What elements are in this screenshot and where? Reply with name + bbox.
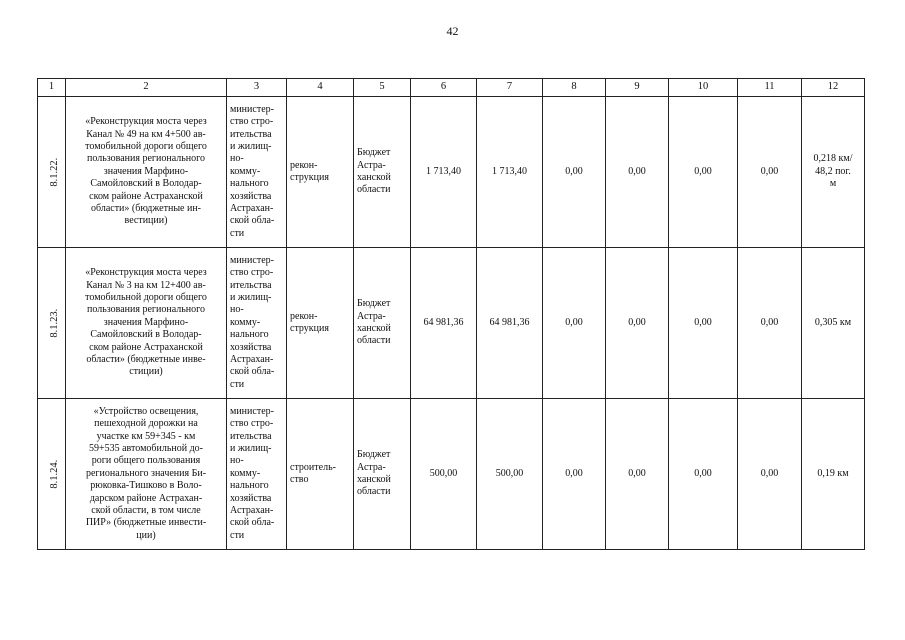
header-cell: 9 bbox=[606, 79, 669, 97]
executor: министер- ство стро- ительства и жилищ- но- комму- нального хозяйства Астрахан- ской обла- сти bbox=[227, 97, 287, 248]
header-cell: 6 bbox=[411, 79, 477, 97]
row-number-cell bbox=[38, 97, 66, 248]
value-col-8: 0,00 bbox=[543, 248, 606, 399]
object-name: «Реконструкция моста через Канал № 3 на км 12+400 ав- томобильной дороги общего пользования регионального значения Марфино- Самойловский в Володар- ском районе Астраханской области» (бюджетные инве- стиции) bbox=[66, 248, 227, 399]
capacity: 0,305 км bbox=[802, 248, 865, 399]
work-kind: строитель- ство bbox=[287, 399, 354, 550]
page-number: 42 bbox=[446, 24, 459, 38]
row-number-cell bbox=[38, 248, 66, 399]
value-col-9: 0,00 bbox=[606, 399, 669, 550]
value-col-10: 0,00 bbox=[669, 97, 738, 248]
header-cell: 1 bbox=[38, 79, 66, 97]
value-col-7: 500,00 bbox=[477, 399, 543, 550]
value-col-6: 64 981,36 bbox=[411, 248, 477, 399]
executor: министер- ство стро- ительства и жилищ- но- комму- нального хозяйства Астрахан- ской обла- сти bbox=[227, 399, 287, 550]
value-col-11: 0,00 bbox=[738, 399, 802, 550]
row-number: 8.1.22. bbox=[49, 157, 61, 187]
row-number: 8.1.23. bbox=[49, 308, 61, 338]
value-col-8: 0,00 bbox=[543, 97, 606, 248]
header-cell: 8 bbox=[543, 79, 606, 97]
value-col-6: 1 713,40 bbox=[411, 97, 477, 248]
header-cell: 7 bbox=[477, 79, 543, 97]
header-cell: 10 bbox=[669, 79, 738, 97]
row-number: 8.1.24. bbox=[49, 459, 61, 489]
program-table bbox=[37, 78, 865, 550]
executor: министер- ство стро- ительства и жилищ- но- комму- нального хозяйства Астрахан- ской обла- сти bbox=[227, 248, 287, 399]
table-row bbox=[38, 97, 865, 248]
work-kind: рекон- струкция bbox=[287, 248, 354, 399]
funding-source: Бюджет Астра- ханской области bbox=[354, 248, 411, 399]
table-row bbox=[38, 399, 865, 550]
funding-source: Бюджет Астра- ханской области bbox=[354, 97, 411, 248]
header-cell: 12 bbox=[802, 79, 865, 97]
row-number-cell bbox=[38, 399, 66, 550]
value-col-9: 0,00 bbox=[606, 248, 669, 399]
value-col-10: 0,00 bbox=[669, 399, 738, 550]
header-cell: 5 bbox=[354, 79, 411, 97]
header-cell: 4 bbox=[287, 79, 354, 97]
value-col-7: 1 713,40 bbox=[477, 97, 543, 248]
capacity: 0,218 км/ 48,2 пог. м bbox=[802, 97, 865, 248]
work-kind: рекон- струкция bbox=[287, 97, 354, 248]
value-col-6: 500,00 bbox=[411, 399, 477, 550]
header-row bbox=[38, 79, 865, 97]
value-col-11: 0,00 bbox=[738, 97, 802, 248]
header-cell: 3 bbox=[227, 79, 287, 97]
object-name: «Реконструкция моста через Канал № 49 на км 4+500 ав- томобильной дороги общего пользования регионального значения Марфино- Самойловский в Володар- ском районе Астраханской области» (бюджетные ин- вестиции) bbox=[66, 97, 227, 248]
header-cell: 2 bbox=[66, 79, 227, 97]
capacity: 0,19 км bbox=[802, 399, 865, 550]
value-col-11: 0,00 bbox=[738, 248, 802, 399]
value-col-7: 64 981,36 bbox=[477, 248, 543, 399]
object-name: «Устройство освещения, пешеходной дорожки на участке км 59+345 - км 59+535 автомобильной до- роги общего пользования регионального значения Би- рюковка-Тишково в Воло- дарском районе Астрахан- ской области, в том числе ПИР» (бюджетные инвести- ции) bbox=[66, 399, 227, 550]
value-col-10: 0,00 bbox=[669, 248, 738, 399]
value-col-8: 0,00 bbox=[543, 399, 606, 550]
table-row bbox=[38, 248, 865, 399]
funding-source: Бюджет Астра- ханской области bbox=[354, 399, 411, 550]
header-cell: 11 bbox=[738, 79, 802, 97]
value-col-9: 0,00 bbox=[606, 97, 669, 248]
